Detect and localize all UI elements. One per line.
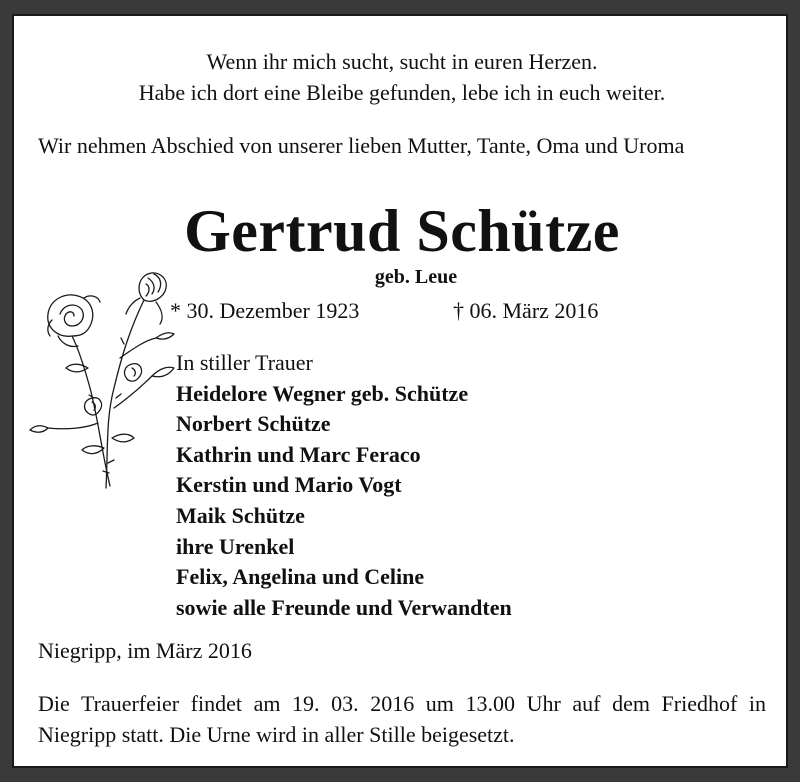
mourner-name: Maik Schütze xyxy=(176,502,305,528)
motto-verse xyxy=(14,46,790,108)
place-date: Niegripp, im März 2016 xyxy=(38,638,252,663)
intro-text: Wir nehmen Abschied von unserer lieben Mutter, Tante, Oma und Uroma xyxy=(38,133,685,158)
birth-name: geb. Leue xyxy=(374,266,458,288)
mourners-list xyxy=(176,348,736,623)
funeral-notice: Die Trauerfeier findet am 19. 03. 2016 um 13.00 Uhr auf dem Friedhof in Niegripp statt. Die Urne wird in aller Stille beigesetzt. xyxy=(38,691,766,747)
birth-date: * 30. Dezember 1923 xyxy=(170,298,360,323)
mourner-name: sowie alle Freunde und Verwandten xyxy=(176,594,512,620)
life-dates xyxy=(170,296,650,326)
mourner-name: Felix, Angelina und Celine xyxy=(176,564,425,590)
deceased-name: Gertrud Schütze xyxy=(184,198,620,264)
obituary-card xyxy=(12,14,788,768)
death-date: † 06. März 2016 xyxy=(453,298,599,323)
motto-line-2: Habe ich dort eine Bleibe gefunden, lebe ich in euch weiter. xyxy=(138,80,666,105)
mourner-name: ihre Urenkel xyxy=(176,533,295,559)
mourners-heading: In stiller Trauer xyxy=(176,350,313,375)
motto-line-1: Wenn ihr mich sucht, sucht in euren Herzen. xyxy=(206,49,598,74)
mourner-name: Kerstin und Mario Vogt xyxy=(176,472,402,498)
rose-drawing-icon xyxy=(28,248,178,498)
mourner-name: Heidelore Wegner geb. Schütze xyxy=(176,380,469,406)
mourner-name: Norbert Schütze xyxy=(176,411,331,437)
mourner-name: Kathrin und Marc Feraco xyxy=(176,441,421,467)
